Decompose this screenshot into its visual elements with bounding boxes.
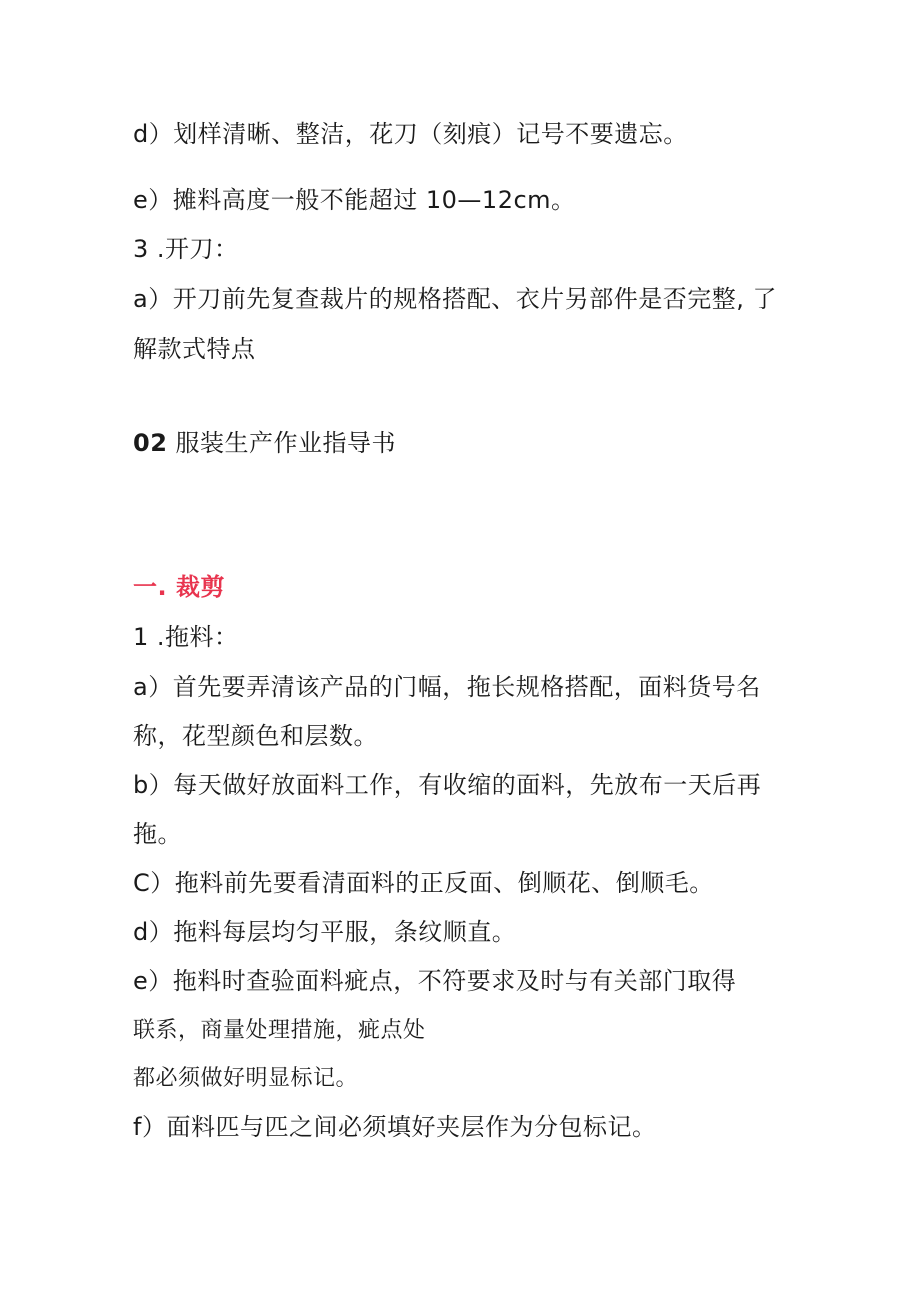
paragraph-line: 都必须做好明显标记。 bbox=[133, 1066, 359, 1091]
paragraph-line: 1 .拖料： bbox=[133, 623, 239, 651]
paragraph-line: e）拖料时查验面料疵点，不符要求及时与有关部门取得 bbox=[133, 967, 737, 995]
section-heading bbox=[133, 426, 396, 460]
section-number: 02 bbox=[133, 429, 168, 457]
paragraph-line: d）划样清晰、整洁，花刀（刻痕）记号不要遗忘。 bbox=[133, 120, 688, 148]
paragraph-line: a）开刀前先复查裁片的规格搭配、衣片另部件是否完整, 了 bbox=[133, 285, 777, 313]
paragraph-line: b）每天做好放面料工作，有收缩的面料，先放布一天后再 bbox=[133, 771, 762, 799]
paragraph-line: C）拖料前先要看清面料的正反面、倒顺花、倒顺毛。 bbox=[133, 869, 714, 897]
paragraph-line: 3 .开刀： bbox=[133, 235, 239, 263]
paragraph-line: 联系，商量处理措施，疵点处 bbox=[133, 1018, 426, 1043]
paragraph-line: d）拖料每层均匀平服，条纹顺直。 bbox=[133, 918, 517, 946]
paragraph-line: e）摊料高度一般不能超过 10—12cm。 bbox=[133, 186, 576, 214]
paragraph-line: a）首先要弄清该产品的门幅，拖长规格搭配，面料货号名 bbox=[133, 673, 761, 701]
paragraph-line: 称，花型颜色和层数。 bbox=[133, 722, 378, 750]
paragraph-line: 解款式特点 bbox=[133, 335, 256, 363]
paragraph-line: 拖。 bbox=[133, 820, 182, 848]
paragraph-line: f）面料匹与匹之间必须填好夹层作为分包标记。 bbox=[133, 1113, 657, 1141]
section-title: 服装生产作业指导书 bbox=[175, 429, 397, 457]
subsection-heading: 一. 裁剪 bbox=[133, 573, 225, 601]
